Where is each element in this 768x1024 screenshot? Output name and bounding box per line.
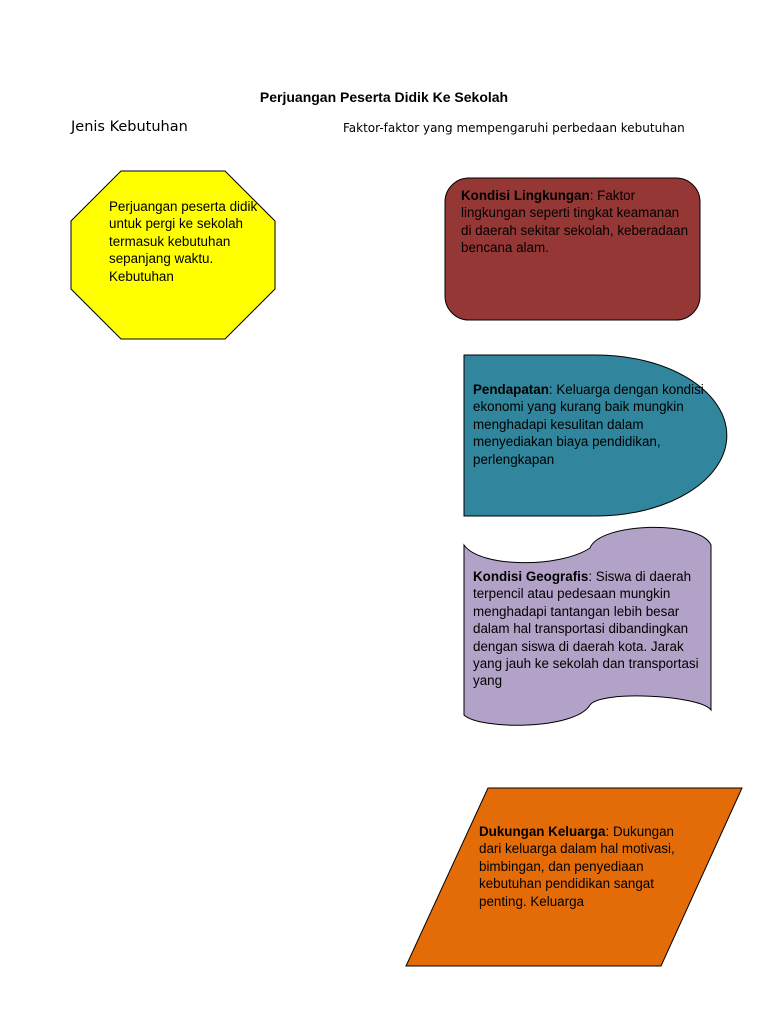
box3-text xyxy=(473,568,705,690)
right-column-heading: Faktor-faktor yang mempengaruhi perbedaan kebutuhan xyxy=(343,121,685,135)
box1-text xyxy=(461,187,691,277)
box1-label: Kondisi Lingkungan xyxy=(461,188,590,203)
left-column-heading: Jenis Kebutuhan xyxy=(71,119,188,135)
box1-body: : Faktor lingkungan seperti tingkat keamanan di daerah sekitar sekolah, keberadaan bencana alam. xyxy=(461,188,689,256)
box3-body: : Siswa di daerah terpencil atau pedesaan mungkin menghadapi tantangan lebih besar dalam hal transportasi dibandingkan dengan siswa di daerah kota. Jarak yang jauh ke sekolah dan transportasi yang xyxy=(473,569,699,689)
box4-text xyxy=(479,823,679,929)
page-title: Perjuangan Peserta Didik Ke Sekolah xyxy=(259,89,509,105)
octagon-text: Perjuangan peserta didik untuk pergi ke sekolah termasuk kebutuhan sepanjang waktu. Kebutuhan xyxy=(109,199,258,284)
box3-label: Kondisi Geografis xyxy=(473,569,589,584)
box2-label: Pendapatan xyxy=(473,382,549,397)
box2-text xyxy=(473,381,708,486)
box2-body: : Keluarga dengan kondisi ekonomi yang kurang baik mungkin menghadapi kesulitan dalam menyediakan biaya pendidikan, perlengkapan xyxy=(473,382,704,467)
box4-body: : Dukungan dari keluarga dalam hal motivasi, bimbingan, dan penyediaan kebutuhan pendidikan sangat penting. Keluarga xyxy=(479,824,675,909)
box4-label: Dukungan Keluarga xyxy=(479,824,606,839)
